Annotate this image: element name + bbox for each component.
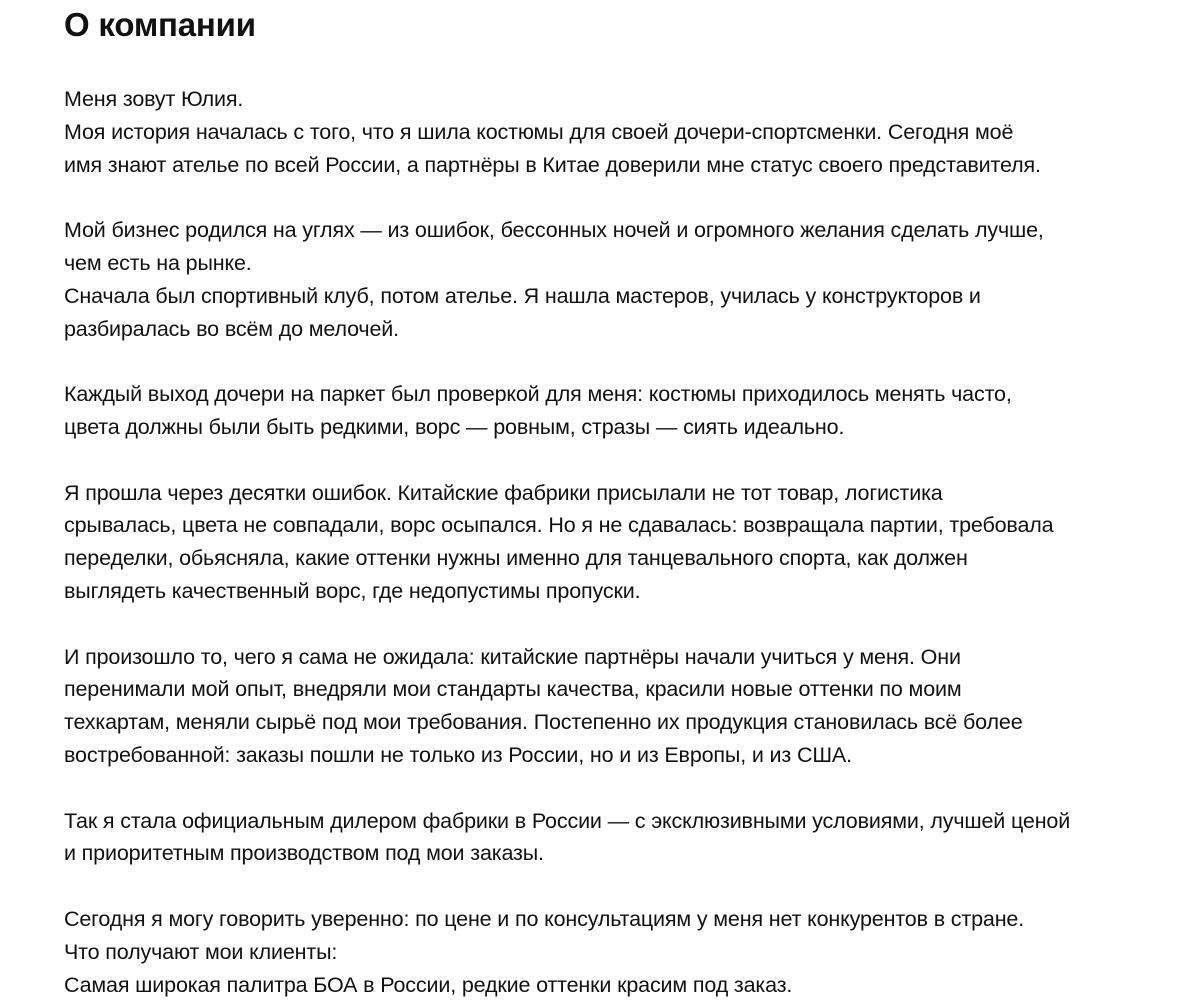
text-line: имя знают ателье по всей России, а партнёры в Китае доверили мне статус своего представителя. [64, 152, 1041, 177]
text-line: и приоритетным производством под мои заказы. [64, 841, 544, 866]
text-line: перенимали мой опыт, внедряли мои стандарты качества, красили новые оттенки по моим [64, 677, 962, 702]
text-line: переделки, обьясняла, какие оттенки нужны именно для танцевального спорта, как должен [64, 546, 968, 571]
text-line: Самая широкая палитра БОА в России, редкие оттенки красим под заказ. [64, 972, 793, 997]
paragraph-today [64, 903, 1154, 1001]
text-line: срывалась, цвета не совпадали, ворс осыпался. Но я не сдавалась: возвращала партии, требовала [64, 513, 1054, 538]
paragraph-business-origin [64, 214, 1154, 345]
page-title: О компании [64, 6, 256, 43]
text-line: Я прошла через десятки ошибок. Китайские фабрики присылали не тот товар, логистика [64, 480, 943, 505]
text-line: востребованной: заказы пошли не только из России, но и из Европы, и из США. [64, 742, 852, 767]
text-line: Что получают мои клиенты: [64, 939, 338, 964]
text-line: цвета должны были быть редкими, ворс — ровным, стразы — сиять идеально. [64, 414, 845, 439]
text-line: техкартам, меняли сырьё под мои требования. Постепенно их продукция становилась всё более [64, 710, 1023, 735]
text-line: Каждый выход дочери на паркет был проверкой для меня: костюмы приходилось менять часто, [64, 382, 1012, 407]
paragraph-intro [64, 83, 1154, 181]
paragraph-partners [64, 641, 1154, 772]
about-section [64, 0, 1154, 1001]
paragraph-parquet [64, 378, 1154, 444]
text-line: И произошло то, чего я сама не ожидала: китайские партнёры начали учиться у меня. Они [64, 644, 961, 669]
text-line: разбиралась во всём до мелочей. [64, 316, 399, 341]
text-line: Сначала был спортивный клуб, потом ателье. Я нашла мастеров, училась у конструкторов и [64, 283, 981, 308]
paragraph-mistakes [64, 477, 1154, 608]
text-line: Так я стала официальным дилером фабрики в России — с эксклюзивными условиями, лучшей ценой [64, 808, 1071, 833]
text-line: Моя история началась с того, что я шила костюмы для своей дочери-спортсменки. Сегодня моё [64, 119, 1014, 144]
text-line: Сегодня я могу говорить уверенно: по цене и по консультациям у меня нет конкурентов в стране. [64, 906, 1025, 931]
text-line: выглядеть качественный ворс, где недопустимы пропуски. [64, 578, 641, 603]
text-line: Меня зовут Юлия. [64, 87, 244, 111]
text-line: Мой бизнес родился на углях — из ошибок, бессонных ночей и огромного желания сделать лучше, [64, 218, 1044, 243]
text-line: чем есть на рынке. [64, 250, 252, 275]
paragraph-dealer [64, 805, 1154, 871]
